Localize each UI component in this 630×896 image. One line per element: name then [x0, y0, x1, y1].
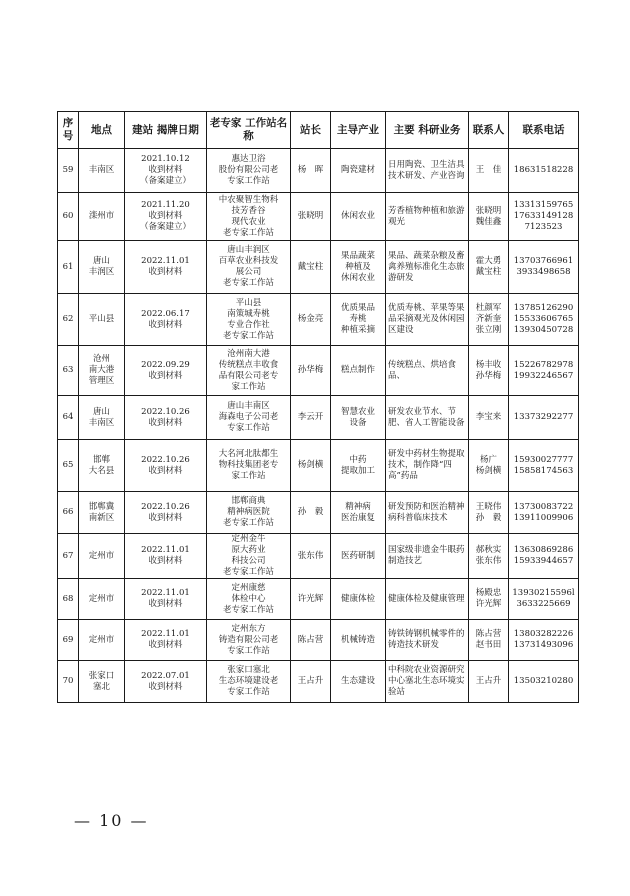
cell-industry: 医药研制 — [331, 534, 386, 579]
cell-no: 62 — [58, 294, 79, 346]
cell-date: 2022.11.01 收到材料 — [125, 620, 207, 661]
table-row — [58, 661, 579, 703]
cell-head: 张东伟 — [291, 534, 331, 579]
cell-place: 张家口 塞北 — [79, 661, 125, 703]
cell-station-name: 大名河北肽都生 物科技集团老专 家工作站 — [207, 440, 291, 492]
cell-contact: 郝秋实 张东伟 — [469, 534, 509, 579]
cell-head: 孙华梅 — [291, 346, 331, 396]
table-header-row — [58, 112, 579, 149]
cell-place: 邯郸 大名县 — [79, 440, 125, 492]
cell-place: 定州市 — [79, 534, 125, 579]
cell-phone: 13703766961 3933498658 — [509, 241, 579, 294]
cell-date: 2022.07.01 收到材料 — [125, 661, 207, 703]
cell-no: 69 — [58, 620, 79, 661]
cell-date: 2022.10.26 收到材料 — [125, 396, 207, 440]
cell-phone: 13803282226 13731493096 — [509, 620, 579, 661]
cell-head: 王占升 — [291, 661, 331, 703]
cell-contact: 王占升 — [469, 661, 509, 703]
cell-station-name: 中农聚智生物科 技芳香谷 现代农业 老专家工作站 — [207, 193, 291, 241]
cell-industry: 果品蔬菜 种植及 休闲农业 — [331, 241, 386, 294]
cell-industry: 中药 提取加工 — [331, 440, 386, 492]
cell-industry: 陶瓷建材 — [331, 149, 386, 193]
cell-industry: 智慧农业 设备 — [331, 396, 386, 440]
cell-station-name: 定州康慈 体检中心 老专家工作站 — [207, 579, 291, 620]
cell-place: 平山县 — [79, 294, 125, 346]
cell-station-name: 定州金牛 原大药业 科技公司 老专家工作站 — [207, 534, 291, 579]
cell-no: 61 — [58, 241, 79, 294]
expert-workstation-table — [57, 111, 579, 703]
cell-contact: 杨丰收 孙华梅 — [469, 346, 509, 396]
cell-head: 杨 晖 — [291, 149, 331, 193]
cell-phone: 13785126290 15533606765 13930450728 — [509, 294, 579, 346]
cell-date: 2022.10.26 收到材料 — [125, 492, 207, 534]
cell-industry: 机械铸造 — [331, 620, 386, 661]
cell-research: 传统糕点、烘培食品、 — [386, 346, 469, 396]
cell-industry: 糕点制作 — [331, 346, 386, 396]
cell-date: 2021.11.20 收到材料 （备案建立） — [125, 193, 207, 241]
table-row — [58, 440, 579, 492]
cell-date: 2022.11.01 收到材料 — [125, 241, 207, 294]
cell-head: 戴宝柱 — [291, 241, 331, 294]
cell-no: 64 — [58, 396, 79, 440]
cell-phone: 13503210280 — [509, 661, 579, 703]
table-row — [58, 396, 579, 440]
cell-no: 60 — [58, 193, 79, 241]
cell-head: 李云开 — [291, 396, 331, 440]
cell-contact: 张晓明 魏佳鑫 — [469, 193, 509, 241]
cell-date: 2022.09.29 收到材料 — [125, 346, 207, 396]
cell-research: 研发中药材生物提取技术，制作降“四高”药品 — [386, 440, 469, 492]
cell-date: 2022.10.26 收到材料 — [125, 440, 207, 492]
cell-date: 2022.06.17 收到材料 — [125, 294, 207, 346]
header-place: 地点 — [79, 112, 125, 149]
cell-date: 2021.10.12 收到材料 （备案建立） — [125, 149, 207, 193]
cell-contact: 王晓伟 孙 毅 — [469, 492, 509, 534]
header-station-name: 老专家 工作站名称 — [207, 112, 291, 149]
table-row — [58, 579, 579, 620]
cell-head: 许光辉 — [291, 579, 331, 620]
cell-phone: 15226782978 19932246567 — [509, 346, 579, 396]
header-index: 序 号 — [58, 112, 79, 149]
cell-phone: 13730083722 13911009906 — [509, 492, 579, 534]
cell-industry: 精神病 医治康复 — [331, 492, 386, 534]
cell-industry: 健康体检 — [331, 579, 386, 620]
cell-phone: 18631518228 — [509, 149, 579, 193]
cell-research: 日用陶瓷、卫生洁具技术研发、产业咨询 — [386, 149, 469, 193]
cell-place: 滦州市 — [79, 193, 125, 241]
cell-research: 芳香植物种植和旅游观光 — [386, 193, 469, 241]
header-industry: 主导产业 — [331, 112, 386, 149]
cell-research: 中科院农业资源研究中心塞北生态环境实验站 — [386, 661, 469, 703]
cell-place: 唐山 丰润区 — [79, 241, 125, 294]
cell-place: 定州市 — [79, 620, 125, 661]
cell-no: 67 — [58, 534, 79, 579]
cell-industry: 优质果品 寿桃 种植采摘 — [331, 294, 386, 346]
cell-no: 68 — [58, 579, 79, 620]
cell-station-name: 平山县 南策城寿桃 专业合作社 老专家工作站 — [207, 294, 291, 346]
cell-research: 研发农业节水、节肥、省人工智能设备 — [386, 396, 469, 440]
header-head: 站长 — [291, 112, 331, 149]
cell-industry: 生态建设 — [331, 661, 386, 703]
table-row — [58, 620, 579, 661]
cell-contact: 杜颜军 齐新奎 张立刚 — [469, 294, 509, 346]
cell-station-name: 张家口塞北 生态环境建设老 专家工作站 — [207, 661, 291, 703]
cell-phone: 13313159765 17633149128 7123523 — [509, 193, 579, 241]
cell-date: 2022.11.01 收到材料 — [125, 579, 207, 620]
cell-no: 66 — [58, 492, 79, 534]
cell-head: 杨金亮 — [291, 294, 331, 346]
cell-no: 63 — [58, 346, 79, 396]
cell-station-name: 惠达卫浴 股份有限公司老 专家工作站 — [207, 149, 291, 193]
cell-station-name: 唐山丰润区 百草农业科技发 展公司 老专家工作站 — [207, 241, 291, 294]
cell-no: 59 — [58, 149, 79, 193]
cell-head: 杨剑横 — [291, 440, 331, 492]
cell-contact: 李宝来 — [469, 396, 509, 440]
cell-research: 国家级非遗金牛眼药制造技艺 — [386, 534, 469, 579]
table-row — [58, 534, 579, 579]
page-number: — 10 — — [74, 811, 149, 830]
cell-phone: 13630869286 15933944657 — [509, 534, 579, 579]
cell-station-name: 定州东方 铸造有限公司老 专家工作站 — [207, 620, 291, 661]
cell-contact: 王 佳 — [469, 149, 509, 193]
cell-phone: 13930215596l 3633225669 — [509, 579, 579, 620]
cell-no: 65 — [58, 440, 79, 492]
cell-contact: 杨殿忠 许光辉 — [469, 579, 509, 620]
table-row — [58, 492, 579, 534]
cell-contact: 陈占营 赵书田 — [469, 620, 509, 661]
cell-place: 沧州 南大港 管理区 — [79, 346, 125, 396]
cell-place: 邯郸冀 南新区 — [79, 492, 125, 534]
cell-research: 果品、蔬菜杂粮及畜禽养殖标准化生态旅游研发 — [386, 241, 469, 294]
cell-head: 陈占营 — [291, 620, 331, 661]
cell-station-name: 邯郸商典 精神病医院 老专家工作站 — [207, 492, 291, 534]
cell-research: 健康体检及健康管理 — [386, 579, 469, 620]
table-row — [58, 346, 579, 396]
cell-phone: 13373292277 — [509, 396, 579, 440]
cell-place: 唐山 丰南区 — [79, 396, 125, 440]
cell-contact: 霍大勇 戴宝柱 — [469, 241, 509, 294]
cell-place: 定州市 — [79, 579, 125, 620]
cell-place: 丰南区 — [79, 149, 125, 193]
table-row — [58, 241, 579, 294]
header-research: 主要 科研业务 — [386, 112, 469, 149]
cell-industry: 休闲农业 — [331, 193, 386, 241]
cell-phone: 15930027777 15858174563 — [509, 440, 579, 492]
cell-no: 70 — [58, 661, 79, 703]
table-row — [58, 149, 579, 193]
cell-contact: 杨广 杨剑横 — [469, 440, 509, 492]
table-row — [58, 294, 579, 346]
header-contact: 联系人 — [469, 112, 509, 149]
cell-station-name: 唐山丰南区 海森电子公司老 专家工作站 — [207, 396, 291, 440]
cell-head: 张晓明 — [291, 193, 331, 241]
cell-research: 优质寿桃、苹果等果品采摘观光及休闲园区建设 — [386, 294, 469, 346]
cell-research: 铸铁铸钢机械零件的铸造技术研发 — [386, 620, 469, 661]
cell-date: 2022.11.01 收到材料 — [125, 534, 207, 579]
cell-station-name: 沧州南大港 传统糕点丰收食 品有限公司老专 家工作站 — [207, 346, 291, 396]
header-date: 建站 揭牌日期 — [125, 112, 207, 149]
cell-research: 研发预防和医治精神病科普临床技术 — [386, 492, 469, 534]
header-phone: 联系电话 — [509, 112, 579, 149]
cell-head: 孙 毅 — [291, 492, 331, 534]
table-row — [58, 193, 579, 241]
